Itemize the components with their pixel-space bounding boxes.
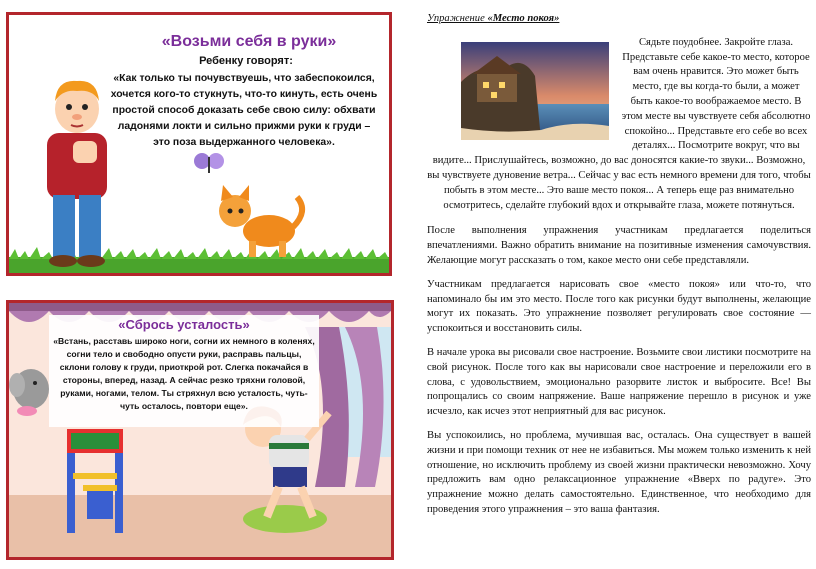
butterfly-illustration [193, 151, 225, 177]
exercise-heading [427, 12, 811, 27]
article-paragraph-2: Участникам предлагается нарисовать свое «место покоя» или что-то, что напоминало бы им это место. После того как рисунки будут выполнены, желающие могут их показать. Это упражнение позволяет регулировать свое состояние — успокоиться и восстановить силы. [427, 278, 811, 335]
exercise-article [427, 12, 811, 527]
card2-title: «Сбрось усталость» [118, 317, 250, 332]
card-shake-off-tiredness [6, 300, 394, 560]
article-paragraph-4: Вы успокоились, но проблема, мучившая вас, осталась. Она существует в вашей жизни и при помощи техник от нее не избавиться. Мы можем только изменить к ней отношение, но исключить проблему из своей жизни практически невозможно. Хочу предложить вам одно релаксационное упражнение «Вверх по радуге». Это упражнение можно делать самостоятельно. Единственное, что необходимо для проведения этого упражнения – это ваша фантазия. [427, 429, 811, 515]
article-paragraph-3: В начале урока вы рисовали свое настроение. Возьмите свои листики посмотрите на свой рисунок. После того как вы нарисовали свое настроение и переложили его в слова, с удовольствием, эмоционально разорвите листок и выбросите. Все! Вы попрощались со своим напряжение. Ваше напряжение перешло в рисунок и уже исчезло, как исчез этот неприятный для вас рисунок. [427, 346, 811, 418]
exercise-label: Упражнение [427, 13, 488, 24]
card2-body: «Встань, расставь широко ноги, согни их немного в коленях, согни тело и свободно опусти руки, расправь пальцы, склони голову к груди, приоткрой рот. Слегка покачайся в стороны, вперед, назад. А сейчас резко тряхни головой, руками, ногами, телом. Ты стряхнул всю усталость, чуть-чуть осталось, повтори еще». [53, 336, 315, 411]
exercise-name: «Место покоя» [487, 13, 560, 24]
elephant-toy-illustration [9, 359, 53, 419]
exercise-instructions: Сядьте поудобнее. Закройте глаза. Представьте себе какое-то место, которое вам очень нравится. Это может быть место, где вы когда-то были, а может быть какое-то воображаемое место. В этом месте вы чувствуете себя абсолютно спокойно... Представьте его себе во всех деталях... Посмотрите вокруг, что вы видите... Прислушайтесь, возможно, до вас доносятся какие-то звуки... Возможно, вы чувствуете дуновение ветра... Сейчас у вас есть немного времени для того, чтобы побыть в этом месте... Это ваше место покоя... А теперь еще раз внимательно осмотритесь, сделайте глубокий вдох и открывайте глаза, можете потянуться. [427, 36, 811, 211]
card1-title: «Возьми себя в руки» [161, 33, 337, 50]
card1-subtitle: Ребенку говорят: [199, 55, 293, 67]
article-paragraph-1: После выполнения упражнения участникам предлагается поделиться впечатлениями. Важно обратить внимание на позитивные изменения самочувствия. Желающие могут рассказать о том, какое место они себе представляли. [427, 225, 811, 266]
card1-body: «Как только ты почувствуешь, что забеспокоился, хочется кого-то стукнуть, что-то кинуть, есть очень простой способ доказать себе свою силу: обхвати ладонями локти и сильно прижми руки к груди – это поза выдержанного человека». [110, 73, 378, 148]
calm-place-photo [461, 42, 609, 140]
easel-illustration [57, 429, 137, 539]
card-calm-down [6, 12, 392, 276]
kitten-illustration [209, 181, 309, 261]
